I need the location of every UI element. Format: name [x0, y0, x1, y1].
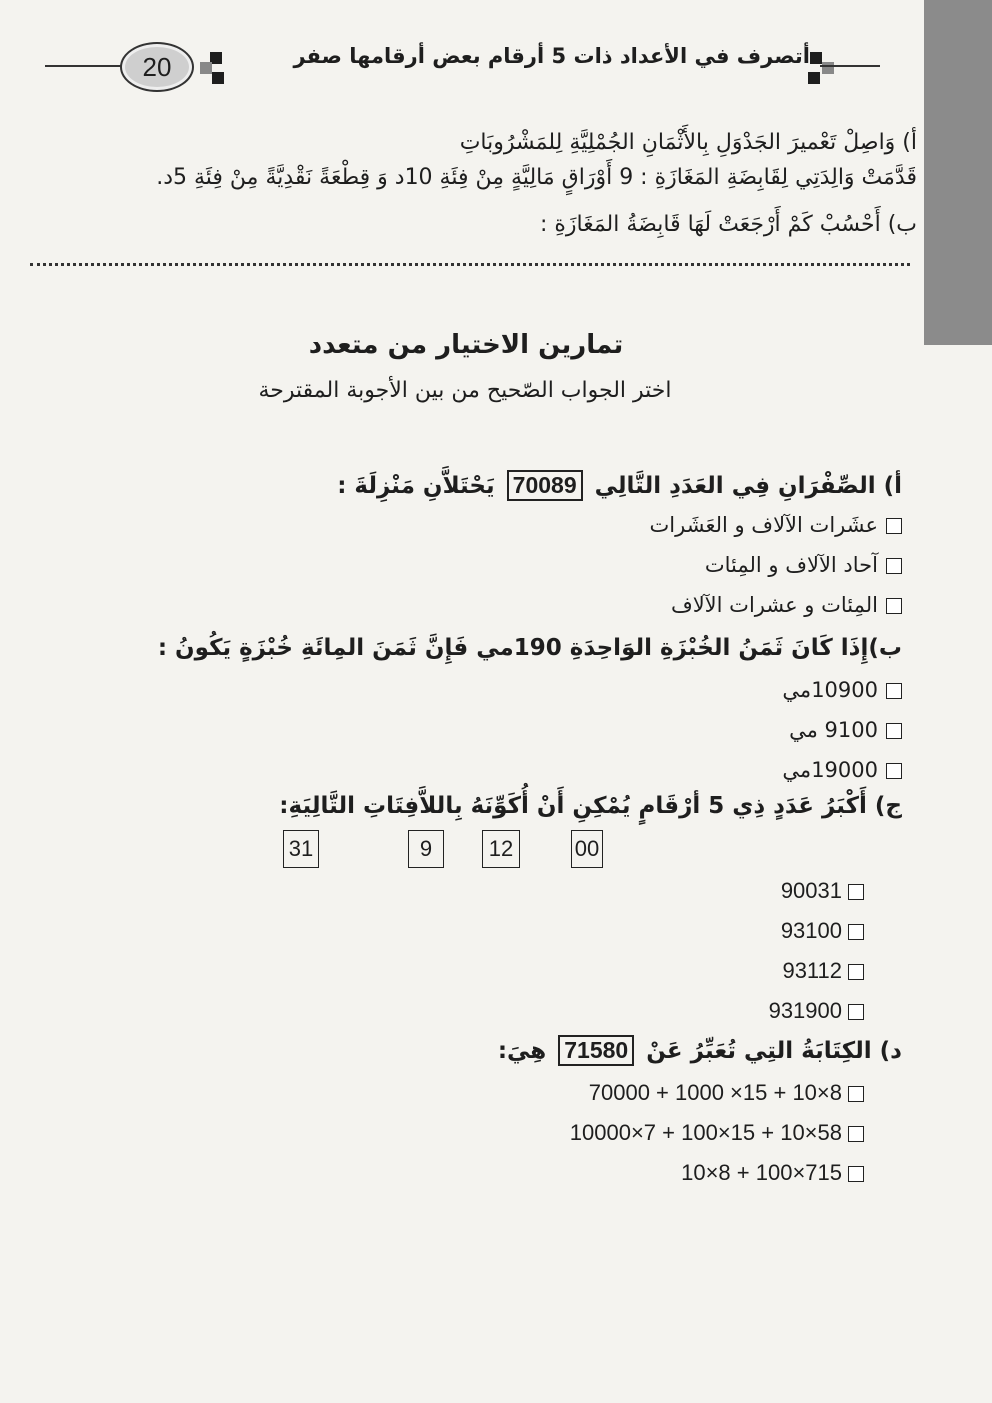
header-square-icon	[810, 52, 822, 64]
intro-line-given: قَدَّمَتْ وَالِدَتِي لِقَابِضَةِ المَغَازَةِ : 9 أَوْرَاقٍ مَالِيَّةٍ مِنْ فِئَةِ 10د وَ قِطْعَةً نَقْدِيَّةً مِنْ فِئَةِ 5د.	[156, 165, 917, 190]
checkbox[interactable]	[886, 763, 902, 779]
checkbox[interactable]	[848, 924, 864, 940]
checkbox[interactable]	[886, 683, 902, 699]
question-b: ب)إِذَا كَانَ ثَمَنُ الخُبْزَةِ الوَاحِدَةِ 190مي فَإِنَّ ثَمَنَ المِائَةِ خُبْزَةٍ يَكُونُ :	[157, 635, 902, 661]
question-b-option-2[interactable]: 9100 مي	[789, 718, 902, 742]
intro-line-b: ب) أَحْسُبْ كَمْ أَرْجَعَتْ لَهَا قَابِضَةُ المَغَازَةِ :	[539, 212, 917, 237]
question-d-prefix: د) الكِتَابَةُ التِي تُعَبِّرُ عَنْ	[646, 1038, 902, 1064]
question-a-option-2[interactable]: آحاد الآلاف و المِئات	[705, 553, 902, 577]
question-a	[82, 470, 902, 501]
question-c-option-1[interactable]: 90031	[781, 878, 864, 904]
header-square-icon	[808, 72, 820, 84]
checkbox[interactable]	[886, 558, 902, 574]
question-c: ج) أَكْبَرُ عَدَدٍ ذِي 5 أرْقَامٍ يُمْكِنِ أَنْ أُكَوِّنَهُ بِاللاَّفِتَاتِ التَّالِيَةِ:	[279, 793, 902, 819]
checkbox[interactable]	[848, 1004, 864, 1020]
page-title: أتصرف في الأعداد ذات 5 أرقام بعض أرقامها صفر	[293, 44, 810, 68]
question-c-option-4[interactable]: 931900	[769, 998, 864, 1024]
checkbox[interactable]	[886, 518, 902, 534]
checkbox[interactable]	[848, 1166, 864, 1182]
page-header	[40, 30, 880, 90]
checkbox[interactable]	[886, 723, 902, 739]
number-tile: 31	[283, 830, 319, 868]
question-b-option-3[interactable]: 19000مي	[782, 758, 902, 782]
question-d-option-1[interactable]: 70000 + 1000 ×15 + 10×8	[589, 1080, 864, 1106]
page-edge-strip	[924, 0, 992, 345]
intro-line-a: أ) وَاصِلْ تَعْميرَ الجَدْوَلِ بِالأَثْمَانِ الجُمْلِيَّةِ لِلمَشْرُوبَاتِ	[459, 130, 917, 155]
question-c-option-2[interactable]: 93100	[781, 918, 864, 944]
checkbox[interactable]	[848, 1126, 864, 1142]
checkbox[interactable]	[886, 598, 902, 614]
question-a-prefix: أ) الصِّفْرَانِ فِي العَدَدِ التَّالِي	[594, 473, 902, 499]
question-a-number-box: 70089	[507, 470, 583, 501]
answer-dotted-line	[30, 263, 910, 266]
header-square-icon	[212, 72, 224, 84]
checkbox[interactable]	[848, 884, 864, 900]
question-d-option-3[interactable]: 10×8 + 100×715	[681, 1160, 864, 1186]
header-square-icon	[200, 62, 212, 74]
section-title: تمارين الاختيار من متعدد	[308, 330, 624, 360]
question-d-number-box: 71580	[558, 1035, 634, 1066]
question-a-suffix: يَحْتَلاَّنِ مَنْزِلَةَ :	[337, 473, 495, 499]
question-b-option-1[interactable]: 10900مي	[782, 678, 902, 702]
question-a-option-1[interactable]: عشَرات الآلاف و العَشَرات	[650, 513, 902, 537]
page-number: 20	[120, 42, 194, 92]
header-square-icon	[822, 62, 834, 74]
question-a-option-3[interactable]: المِئات و عشرات الآلاف	[671, 593, 902, 617]
number-tile: 9	[408, 830, 444, 868]
section-subtitle: اختر الجواب الصّحيح من بين الأجوبة المقترحة	[258, 378, 672, 403]
header-rule-right	[820, 65, 880, 67]
checkbox[interactable]	[848, 964, 864, 980]
question-d-suffix: هِيَ:	[497, 1038, 547, 1064]
question-d-option-2[interactable]: 10000×7 + 100×15 + 10×58	[570, 1120, 864, 1146]
question-d	[72, 1035, 902, 1066]
checkbox[interactable]	[848, 1086, 864, 1102]
question-c-option-3[interactable]: 93112	[782, 958, 864, 984]
number-tile: 12	[482, 830, 520, 868]
number-tile: 00	[571, 830, 603, 868]
